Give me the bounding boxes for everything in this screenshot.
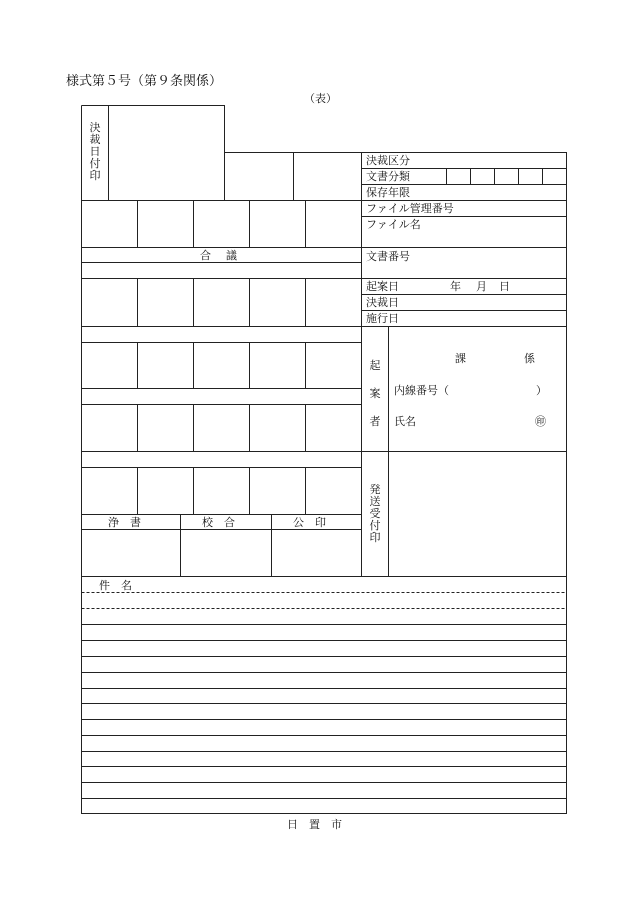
official-seal-label: 公 印 <box>293 516 326 529</box>
document-no-label: 文書番号 <box>366 250 410 263</box>
extension-close: ） <box>536 384 547 397</box>
stamp-label: 決裁日付印 <box>89 121 101 182</box>
issuer-label: 日 置 市 <box>287 818 342 831</box>
decision-date-label: 決裁日 <box>366 296 399 309</box>
date-year-label: 年 <box>450 280 461 293</box>
draft-date-label: 起案日 <box>366 280 399 293</box>
dispatch-receipt-label: 発送受付印 <box>369 483 381 544</box>
document-category-label: 文書分類 <box>366 170 410 183</box>
name-label: 氏名 <box>394 415 416 428</box>
form-side-label: （表） <box>304 92 337 105</box>
date-day-label: 日 <box>499 280 510 293</box>
file-mgmt-no-label: ファイル管理番号 <box>366 202 454 215</box>
enforcement-date-label: 施行日 <box>366 312 399 325</box>
decision-category-label: 決裁区分 <box>366 154 410 167</box>
clean-copy-label: 浄 書 <box>108 516 141 529</box>
extension-label: 内線番号（ <box>394 384 449 397</box>
seal-mark: ㊞ <box>535 415 546 428</box>
retention-period-label: 保存年限 <box>366 186 410 199</box>
drafter-label: 起案者 <box>369 359 381 428</box>
form-title: 様式第５号（第９条関係） <box>66 74 223 89</box>
date-month-label: 月 <box>476 280 487 293</box>
file-name-label: ファイル名 <box>366 218 421 231</box>
proofread-label: 校 合 <box>202 516 235 529</box>
unit-label: 係 <box>524 352 535 365</box>
section-label: 課 <box>455 352 466 365</box>
consultation-label: 合 議 <box>200 249 239 262</box>
subject-label: 件 名 <box>99 579 132 592</box>
